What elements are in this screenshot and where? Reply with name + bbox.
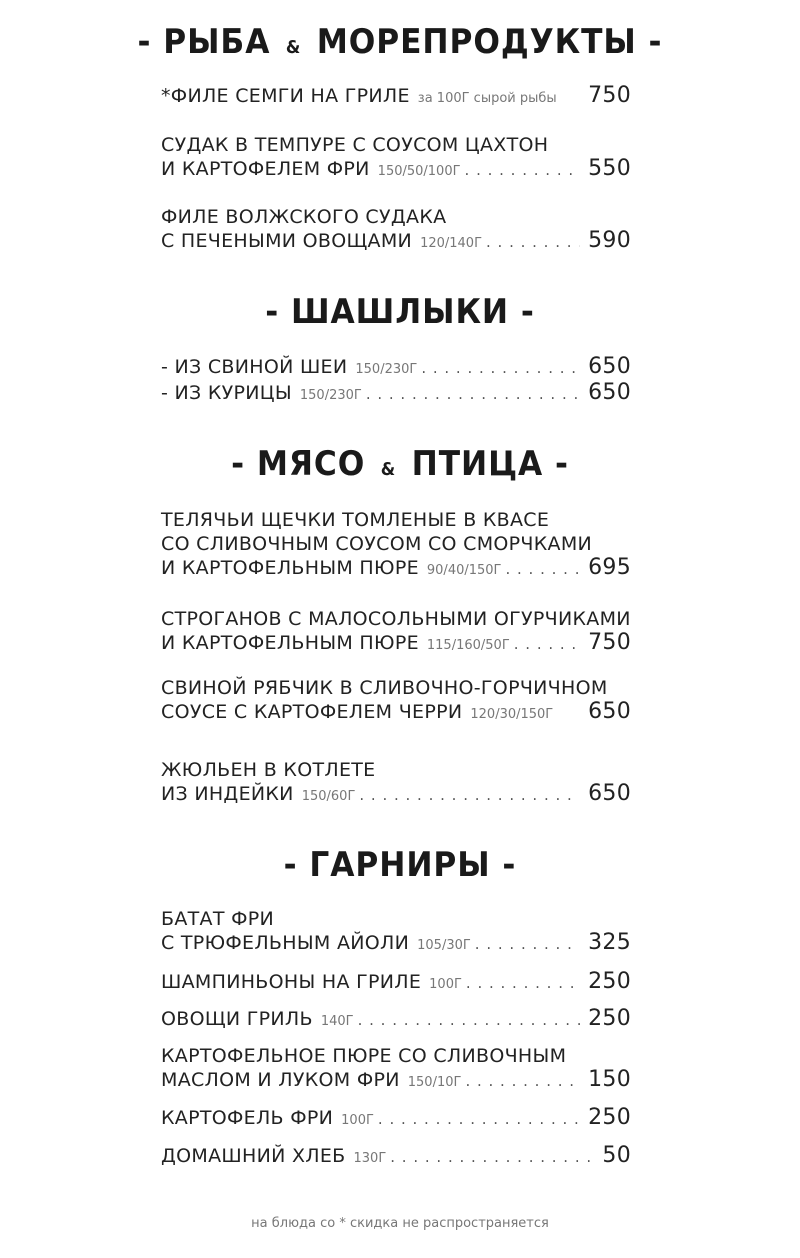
- menu-item: СТРОГАНОВ С МАЛОСОЛЬНЫМИ ОГУРЧИКАМИ И КАРТОФЕЛЬНЫМ ПЮРЕ 115/160/50Г . . . 750: [161, 607, 641, 658]
- section-title-sides: - ГАРНИРЫ -: [283, 845, 517, 885]
- menu-item: - ИЗ КУРИЦЫ 150/230Г . . . 650: [161, 381, 631, 408]
- menu-item: КАРТОФЕЛЬ ФРИ 100Г . . . 250: [161, 1106, 631, 1133]
- menu-item: СВИНОЙ РЯБЧИК В СЛИВОЧНО-ГОРЧИЧНОМ СОУСЕ С КАРТОФЕЛЕМ ЧЕРРИ 120/30/150Г 650: [161, 677, 631, 724]
- menu-item: ДОМАШНИЙ ХЛЕБ 130Г . . . 50: [161, 1144, 631, 1171]
- menu-item: ТЕЛЯЧЬИ ЩЕЧКИ ТОМЛЕНЫЕ В КВАСЕ СО СЛИВОЧНЫМ СОУСОМ СО СМОРЧКАМИ И КАРТОФЕЛЬНЫМ ПЮРЕ 90/40/150Г . . . 695: [161, 508, 631, 583]
- section-title-meat: - МЯСО & ПТИЦА -: [231, 444, 569, 484]
- menu-item: ЖЮЛЬЕН В КОТЛЕТЕ ИЗ ИНДЕЙКИ 150/60Г . . . 650: [161, 758, 631, 809]
- menu-item: ФИЛЕ ВОЛЖСКОГО СУДАКА С ПЕЧЕНЫМИ ОВОЩАМИ 120/140Г . . . 590: [161, 205, 631, 256]
- menu-item: БАТАТ ФРИ С ТРЮФЕЛЬНЫМ АЙОЛИ 105/30Г . . . 325: [161, 907, 631, 958]
- menu-item: *ФИЛЕ СЕМГИ НА ГРИЛЕ за 100Г сырой рыбы 750: [161, 83, 631, 108]
- section-title-shashlik: - ШАШЛЫКИ -: [265, 292, 535, 332]
- menu-item: ШАМПИНЬОНЫ НА ГРИЛЕ 100Г . . . 250: [161, 970, 631, 997]
- footnote: на блюда со * скидка не распространяется: [251, 1216, 549, 1231]
- menu-item: КАРТОФЕЛЬНОЕ ПЮРЕ СО СЛИВОЧНЫМ МАСЛОМ И ЛУКОМ ФРИ 150/10Г . . . 150: [161, 1044, 631, 1095]
- menu-item: ОВОЩИ ГРИЛЬ 140Г . . . 250: [161, 1007, 631, 1034]
- menu-item: СУДАК В ТЕМПУРЕ С СОУСОМ ЦАХТОН И КАРТОФЕЛЕМ ФРИ 150/50/100Г . . . 550: [161, 133, 631, 184]
- section-title-fish: - РЫБА & МОРЕПРОДУКТЫ -: [137, 22, 663, 62]
- menu-item: - ИЗ СВИНОЙ ШЕИ 150/230Г . . . 650: [161, 355, 631, 382]
